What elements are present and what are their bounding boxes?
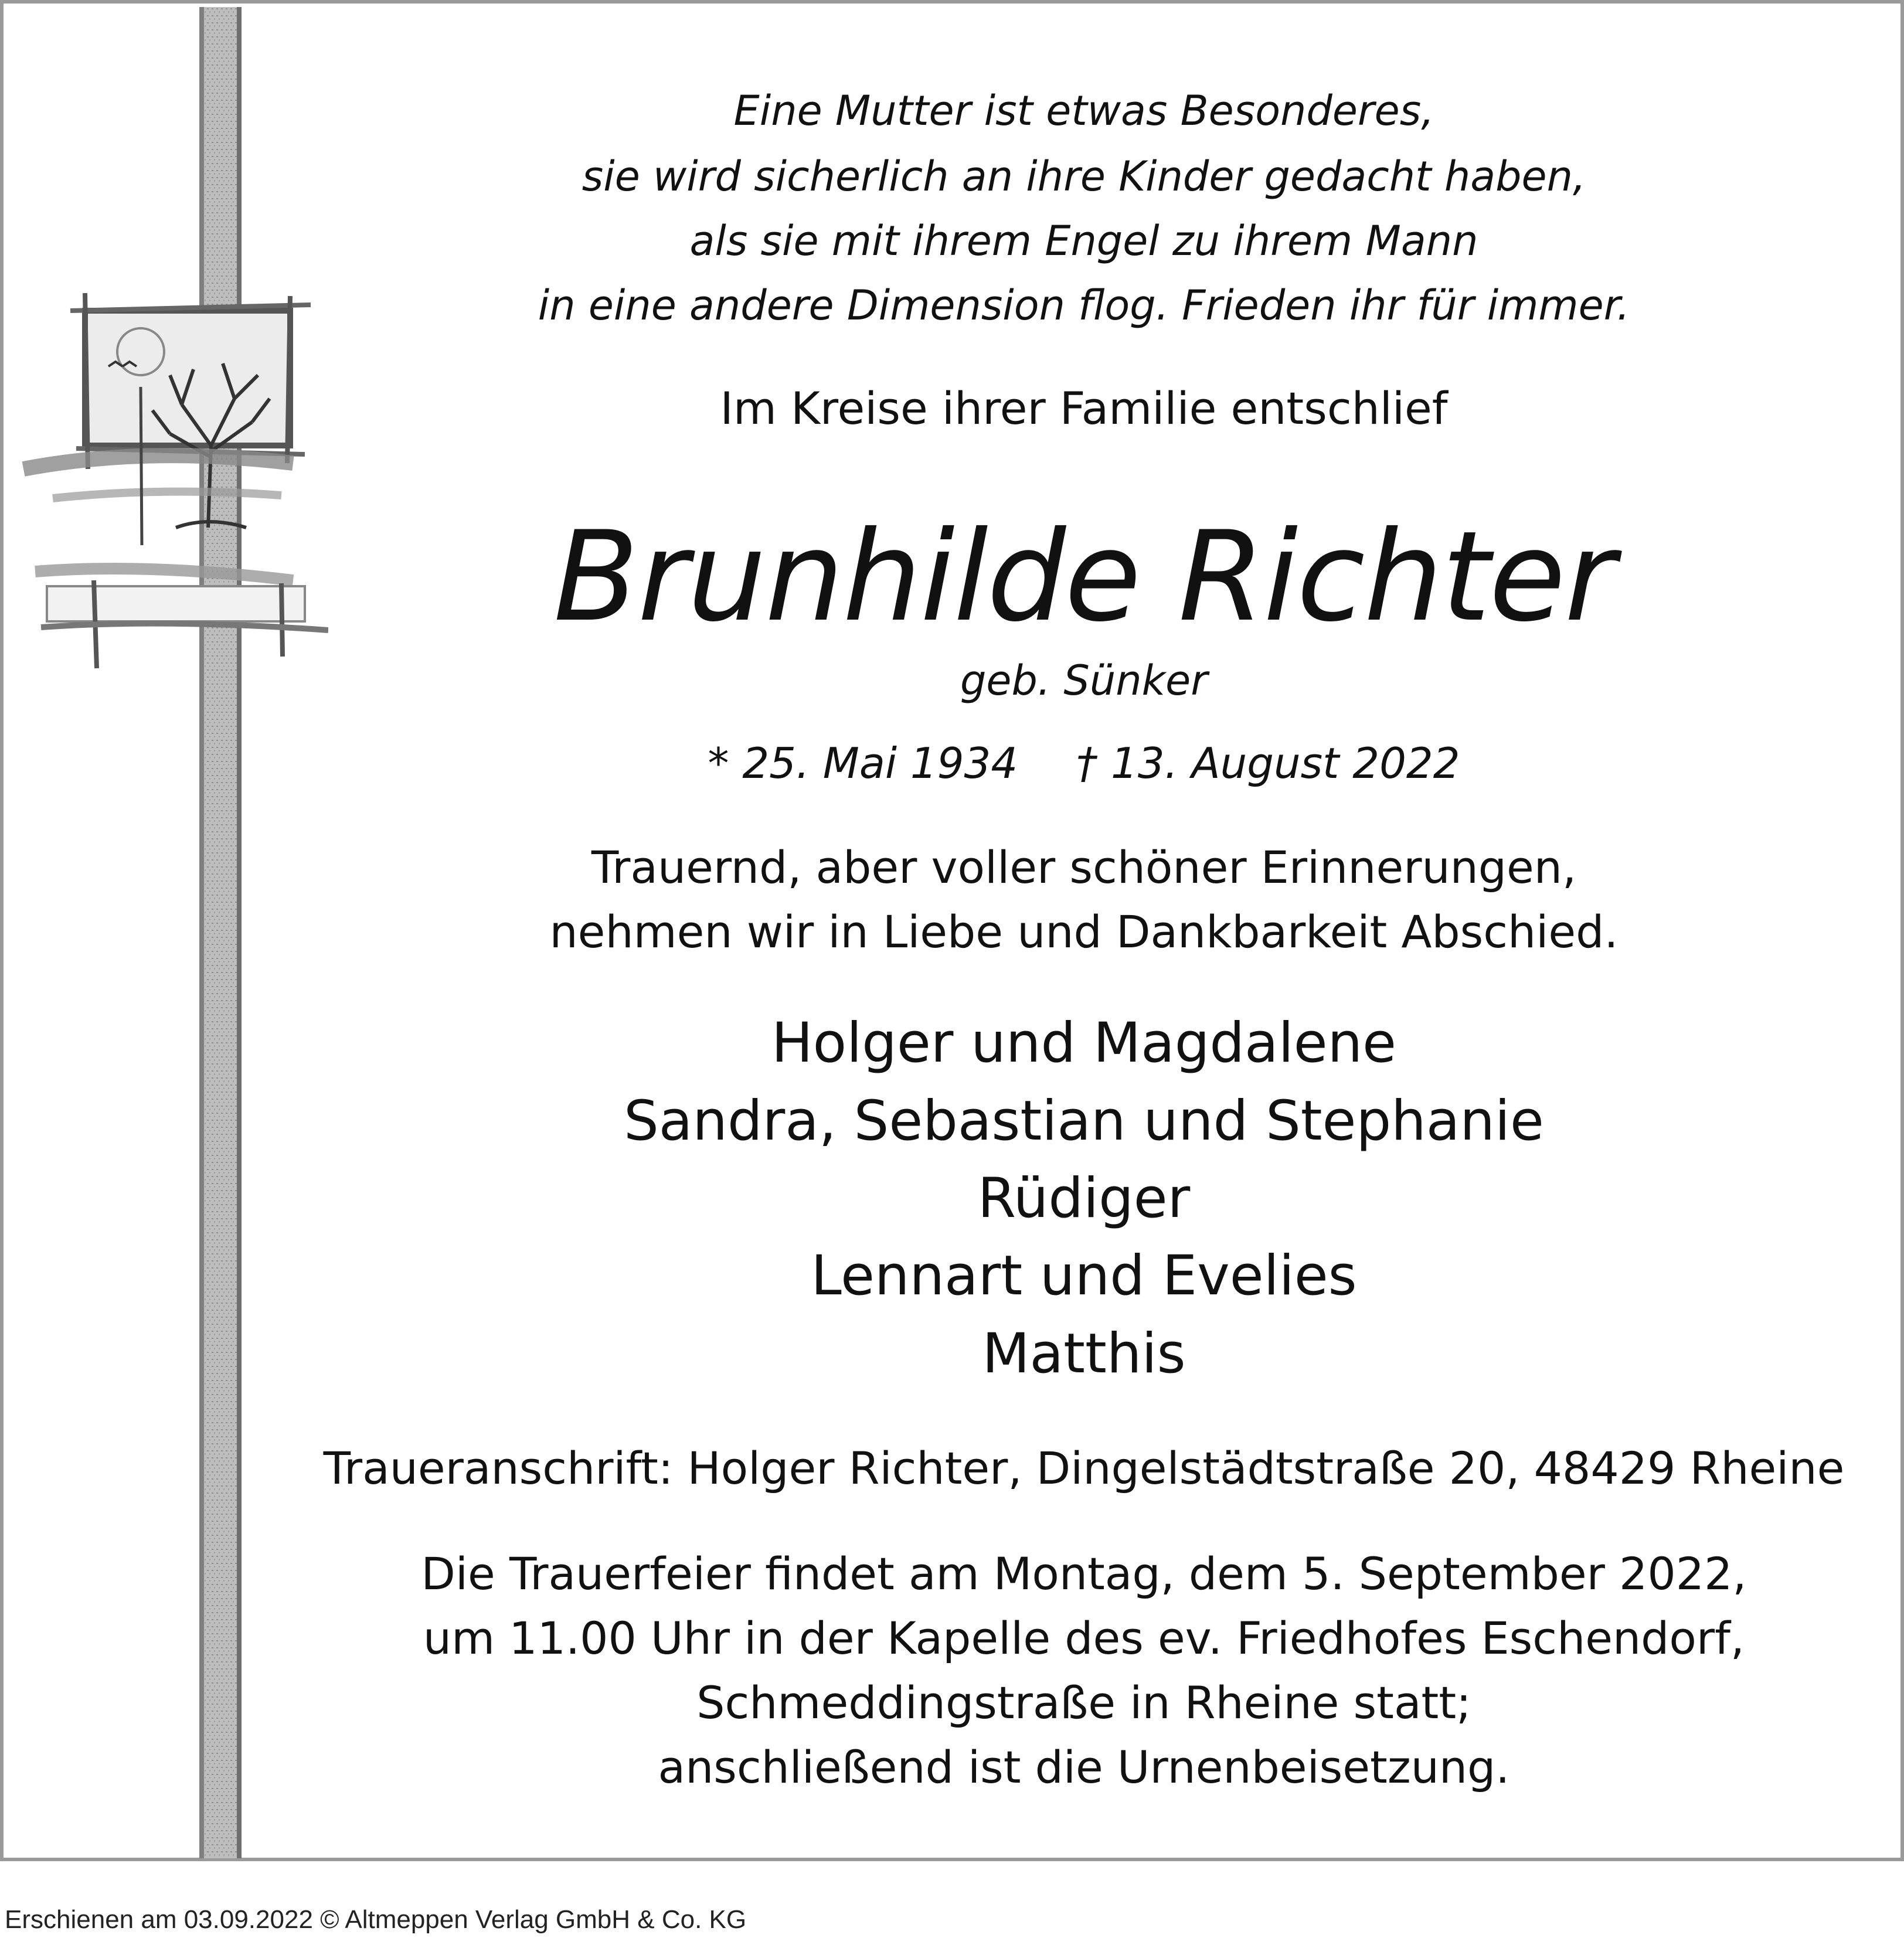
ceremony-line: anschließend ist die Urnenbeisetzung. xyxy=(658,1741,1510,1793)
family-line: Lennart und Evelies xyxy=(811,1244,1357,1308)
quote-line: in eine andere Dimension flog. Frieden ihr für immer. xyxy=(538,281,1630,329)
family-line: Rüdiger xyxy=(977,1167,1191,1230)
publication-footer: Erschienen am 03.09.2022 © Altmeppen Verlag GmbH & Co. KG xyxy=(5,1905,747,1934)
quote-line: sie wird sicherlich an ihre Kinder gedacht haben, xyxy=(582,152,1586,200)
ceremony-line: Schmeddingstraße in Rheine statt; xyxy=(696,1677,1471,1729)
deceased-name: Brunhilde Richter xyxy=(553,504,1614,649)
death-date: † 13. August 2022 xyxy=(1076,739,1460,788)
maiden-name: geb. Sünker xyxy=(960,657,1208,705)
life-dates xyxy=(276,739,1892,788)
quote-line: Eine Mutter ist etwas Besonderes, xyxy=(733,87,1434,135)
ceremony-line: Die Trauerfeier findet am Montag, dem 5. September 2022, xyxy=(421,1548,1747,1600)
farewell-line: nehmen wir in Liebe und Dankbarkeit Abschied. xyxy=(549,906,1619,958)
family-line: Sandra, Sebastian und Stephanie xyxy=(624,1089,1544,1153)
family-line: Holger und Magdalene xyxy=(771,1011,1397,1075)
farewell-line: Trauernd, aber voller schöner Erinnerungen, xyxy=(591,841,1577,893)
family-line: Matthis xyxy=(982,1322,1186,1386)
birth-date: * 25. Mai 1934 xyxy=(708,739,1018,788)
intro-line: Im Kreise ihrer Familie entschlief xyxy=(720,382,1448,434)
condolence-address: Traueranschrift: Holger Richter, Dingelstädtstraße 20, 48429 Rheine xyxy=(323,1442,1845,1494)
quote-line: als sie mit ihrem Engel zu ihrem Mann xyxy=(689,217,1478,265)
ceremony-line: um 11.00 Uhr in der Kapelle des ev. Friedhofes Eschendorf, xyxy=(423,1612,1745,1664)
